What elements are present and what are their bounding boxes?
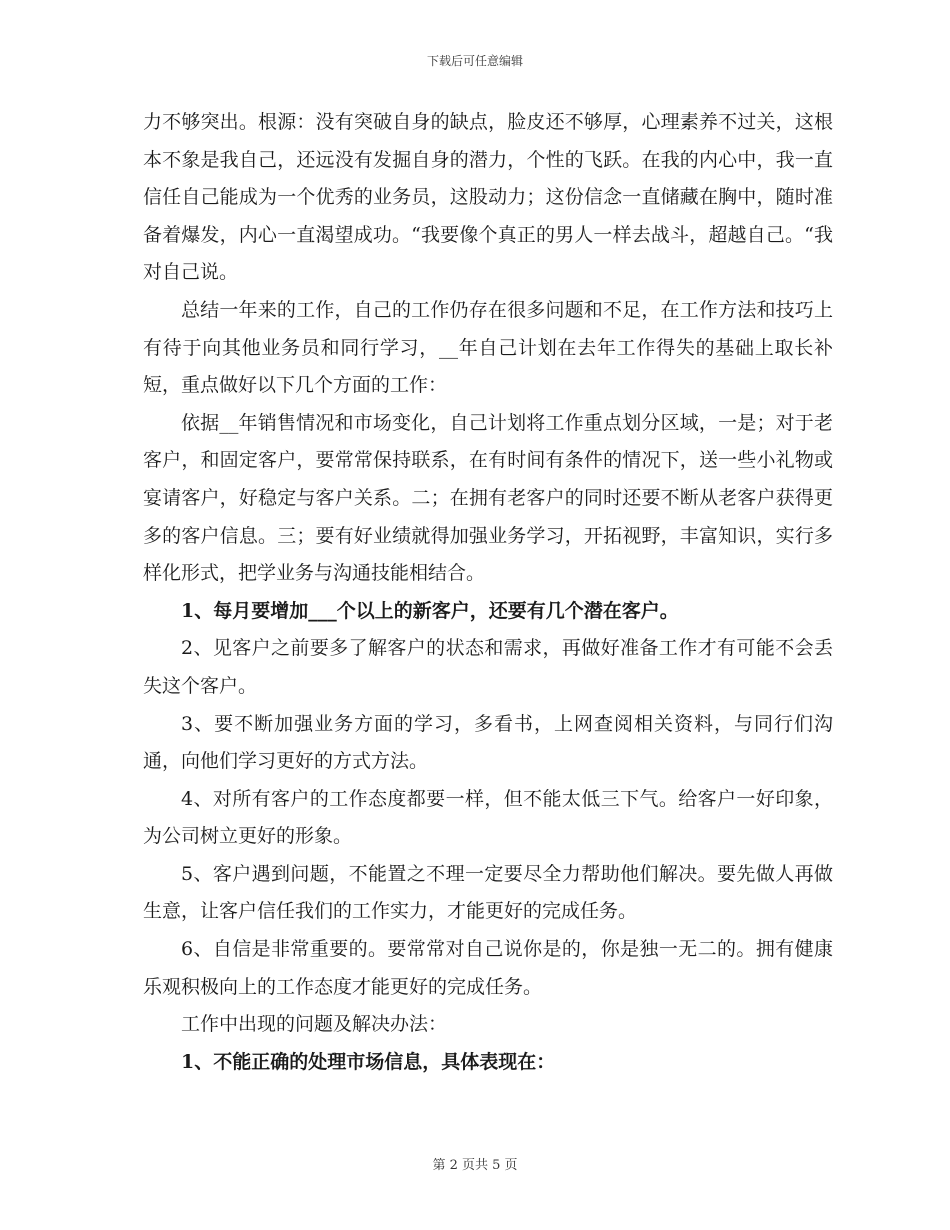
paragraph-continuation: 力不够突出。根源：没有突破自身的缺点，脸皮还不够厚，心理素养不过关，这根本不象是我自己，还远没有发掘自身的潜力，个性的飞跃。在我的内心中，我一直信任自己能成为一个优秀的业务员，这股动力；这份信念一直储藏在胸中，随时准备着爆发，内心一直渴望成功。“我要像个真正的男人一样去战斗，超越自己。“我对自己说。 [143, 111, 833, 284]
page-header: 下载后可任意编辑 [426, 54, 523, 68]
list-item-1: 1、每月要增加___个以上的新客户，还要有几个潜在客户。 [181, 599, 679, 622]
list-item-6: 6、自信是非常重要的。要常常对自己说你是的，你是独一无二的。拥有健康乐观积极向上的工作态度才能更好的完成任务。 [143, 938, 833, 998]
list-item-3: 3、要不断加强业务方面的学习，多看书，上网查阅相关资料，与同行们沟通，向他们学习更好的方式方法。 [143, 712, 833, 773]
problem-item-1: 1、不能正确的处理市场信息，具体表现在： [181, 1050, 556, 1073]
document-body [143, 104, 833, 1081]
section-heading-problems: 工作中出现的问题及解决办法： [181, 1013, 448, 1036]
list-item-2: 2、见客户之前要多了解客户的状态和需求，再做好准备工作才有可能不会丢失这个客户。 [143, 637, 833, 697]
list-item-5: 5、客户遇到问题，不能置之不理一定要尽全力帮助他们解决。要先做人再做生意，让客户信任我们的工作实力，才能更好的完成任务。 [143, 862, 833, 923]
paragraph-summary: 总结一年来的工作，自己的工作仍存在很多问题和不足，在工作方法和技巧上有待于向其他业务员和同行学习，__年自己计划在去年工作得失的基础上取长补短，重点做好以下几个方面的工作： [143, 298, 833, 397]
paragraph-plan: 依据__年销售情况和市场变化，自己计划将工作重点划分区域，一是；对于老客户，和固定客户，要常常保持联系，在有时间有条件的情况下，送一些小礼物或宴请客户，好稳定与客户关系。二；在拥有老客户的同时还要不断从老客户获得更多的客户信息。三；要有好业绩就得加强业务学习，开拓视野，丰富知识，实行多样化形式，把学业务与沟通技能相结合。 [143, 411, 833, 585]
page-footer: 第 2 页共 5 页 [432, 1158, 518, 1173]
list-item-4: 4、对所有客户的工作态度都要一样，但不能太低三下气。给客户一好印象，为公司树立更好的形象。 [143, 787, 833, 848]
